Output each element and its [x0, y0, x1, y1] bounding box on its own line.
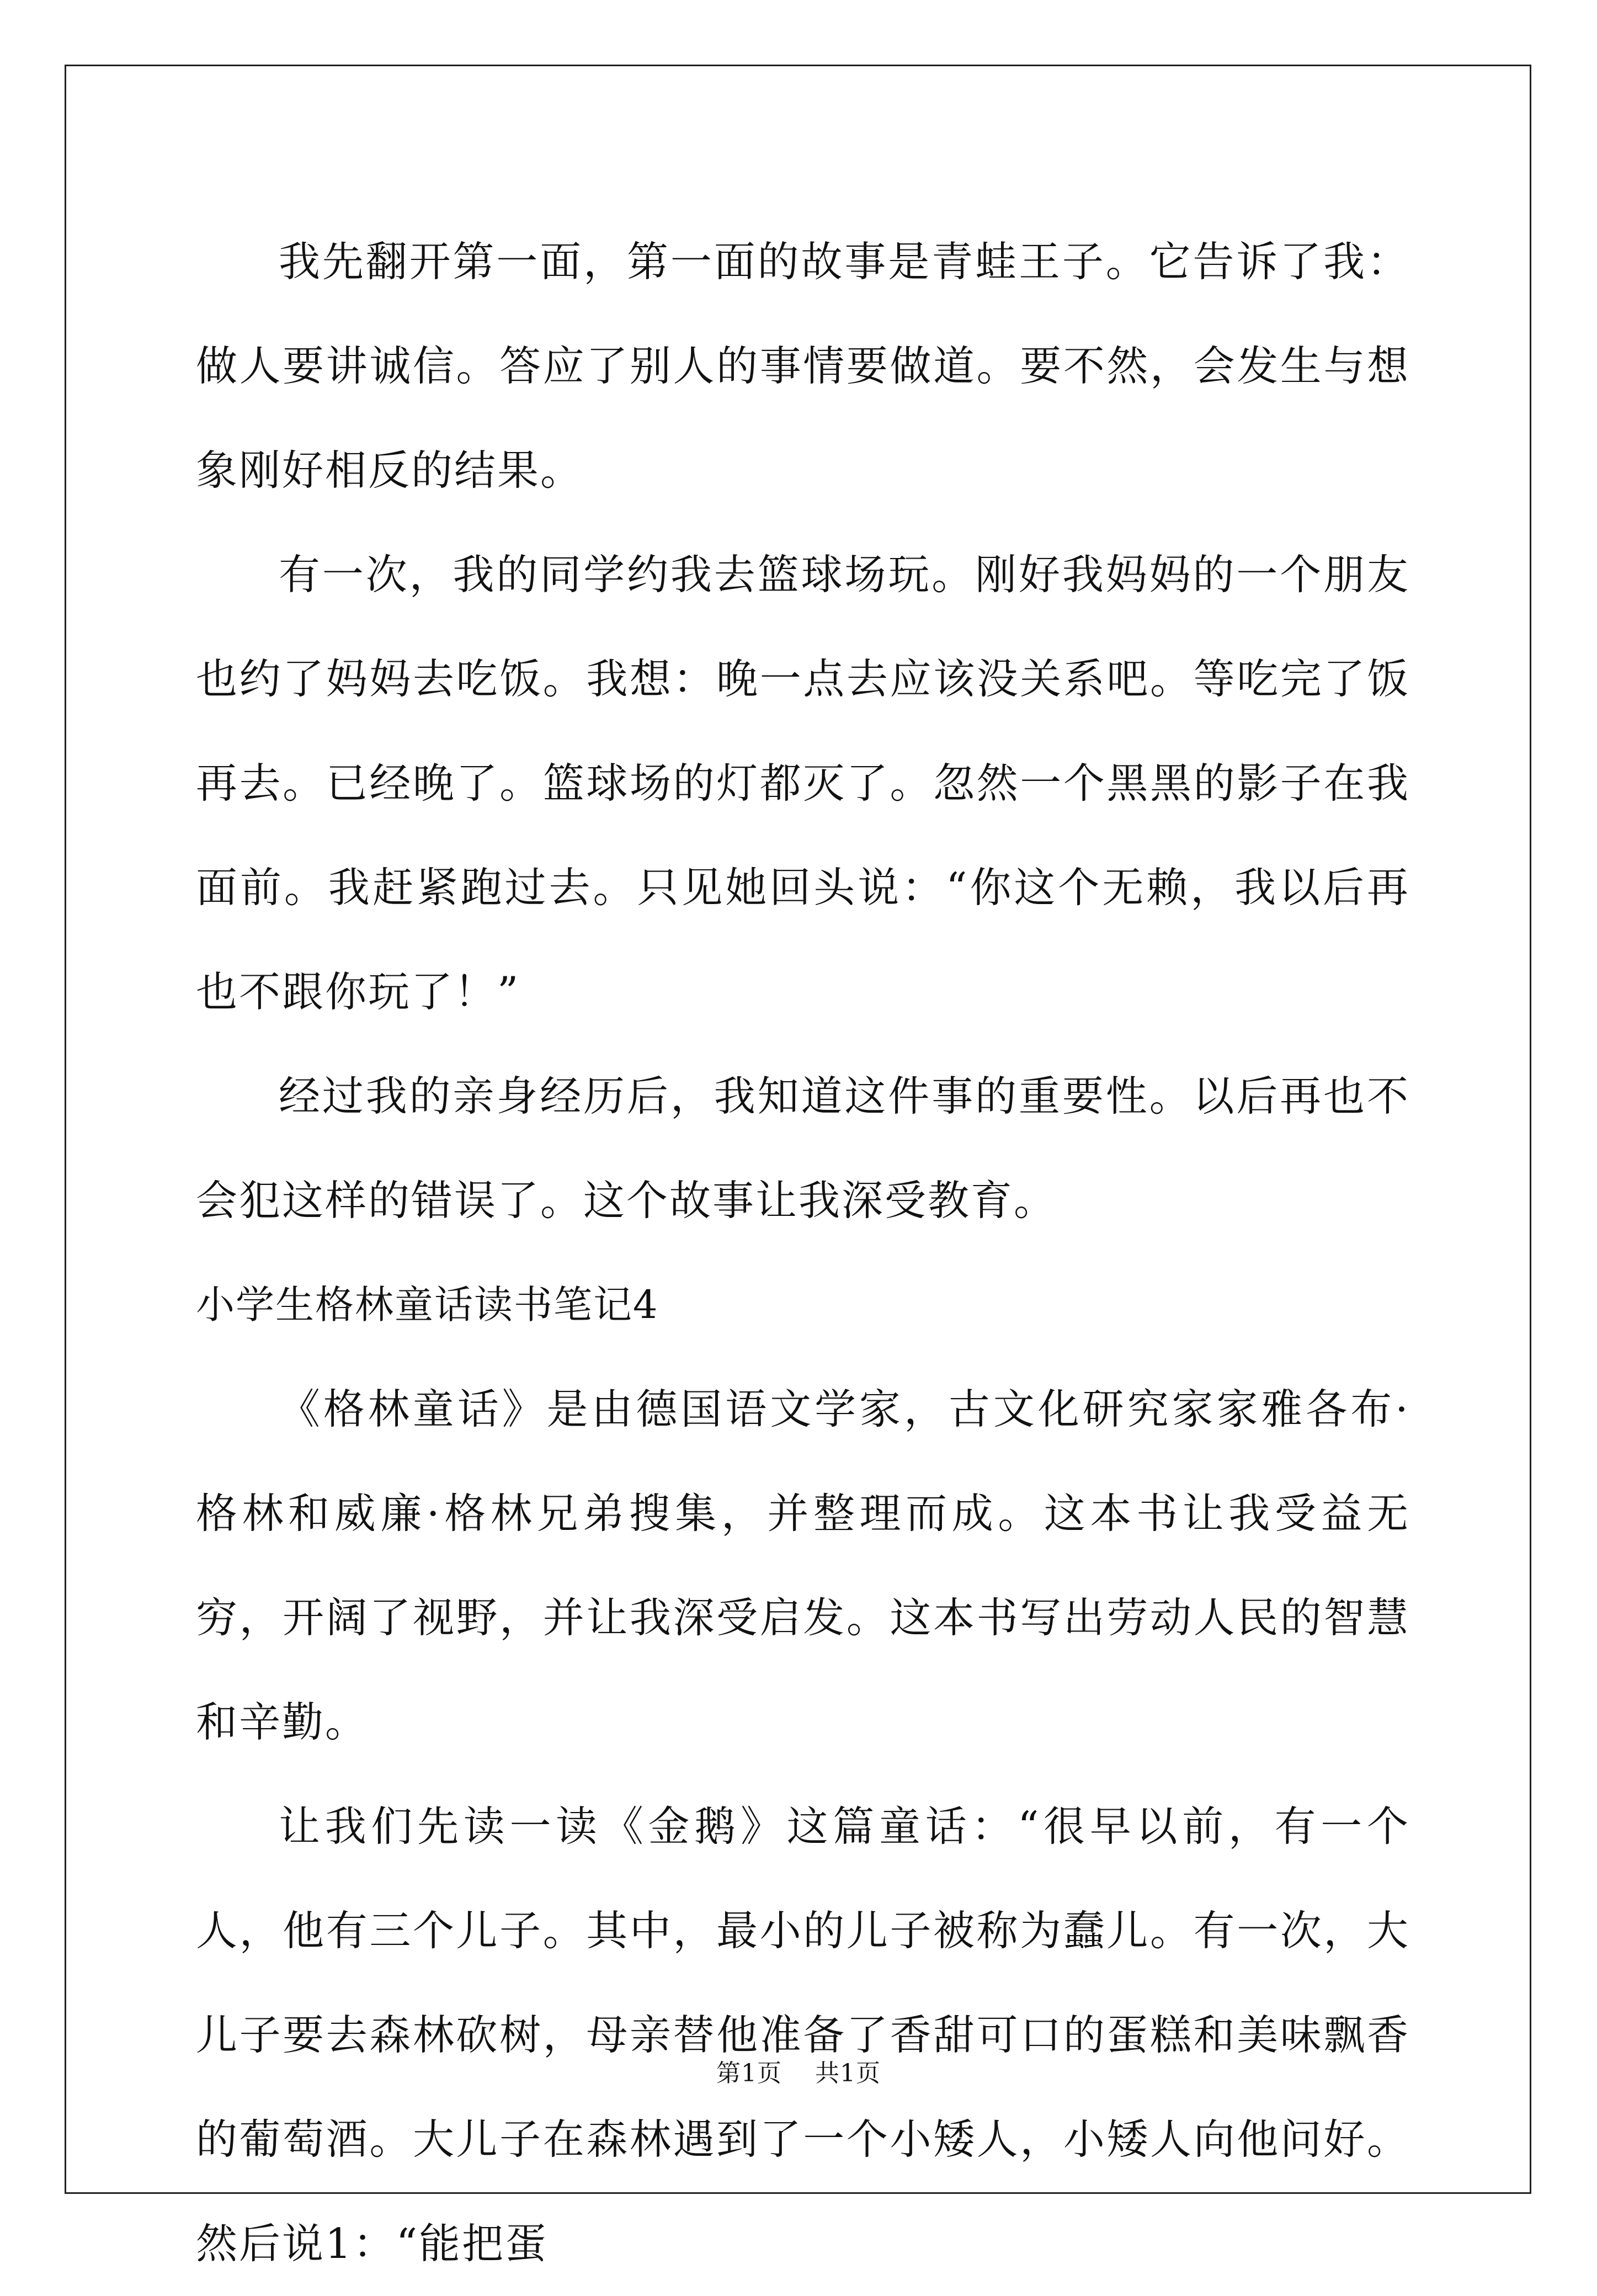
page-number: 第1页 — [716, 2059, 782, 2087]
page-footer — [0, 2053, 1597, 2088]
page-total: 共1页 — [815, 2059, 881, 2087]
document-body — [196, 210, 1410, 2296]
paragraph-lesson: 经过我的亲身经历后，我知道这件事的重要性。以后再也不会犯这样的错误了。这个故事让我深受教育。 — [196, 1072, 1410, 1225]
paragraph-grimm-intro: 《格林童话》是由德国语文学家，古文化研究家家雅各布·格林和威廉·格林兄弟搜集，并整理而成。这本书让我受益无穷，开阔了视野，并让我深受启发。这本书写出劳动人民的智慧和辛勤。 — [196, 1385, 1410, 1746]
section-heading: 小学生格林童话读书笔记4 — [196, 1282, 659, 1327]
paragraph-basketball: 有一次，我的同学约我去篮球场玩。刚好我妈妈的一个朋友也约了妈妈去吃饭。我想：晚一点去应该没关系吧。等吃完了饭再去。已经晚了。篮球场的灯都灭了。忽然一个黑黑的影子在我面前。我赶紧跑过去。只见她回头说：“你这个无赖，我以后再也不跟你玩了！” — [196, 550, 1410, 1016]
paragraph-frog-prince: 我先翻开第一面，第一面的故事是青蛙王子。它告诉了我：做人要讲诚信。答应了别人的事情要做道。要不然，会发生与想象刚好相反的结果。 — [196, 237, 1410, 495]
paragraph-golden-goose: 让我们先读一读《金鹅》这篇童话：“很早以前，有一个人，他有三个儿子。其中，最小的儿子被称为蠢儿。有一次，大儿子要去森林砍树，母亲替他准备了香甜可口的蛋糕和美味飘香的葡萄酒。大儿子在森林遇到了一个小矮人，小矮人向他问好。然后说1：“能把蛋 — [196, 1802, 1410, 2268]
